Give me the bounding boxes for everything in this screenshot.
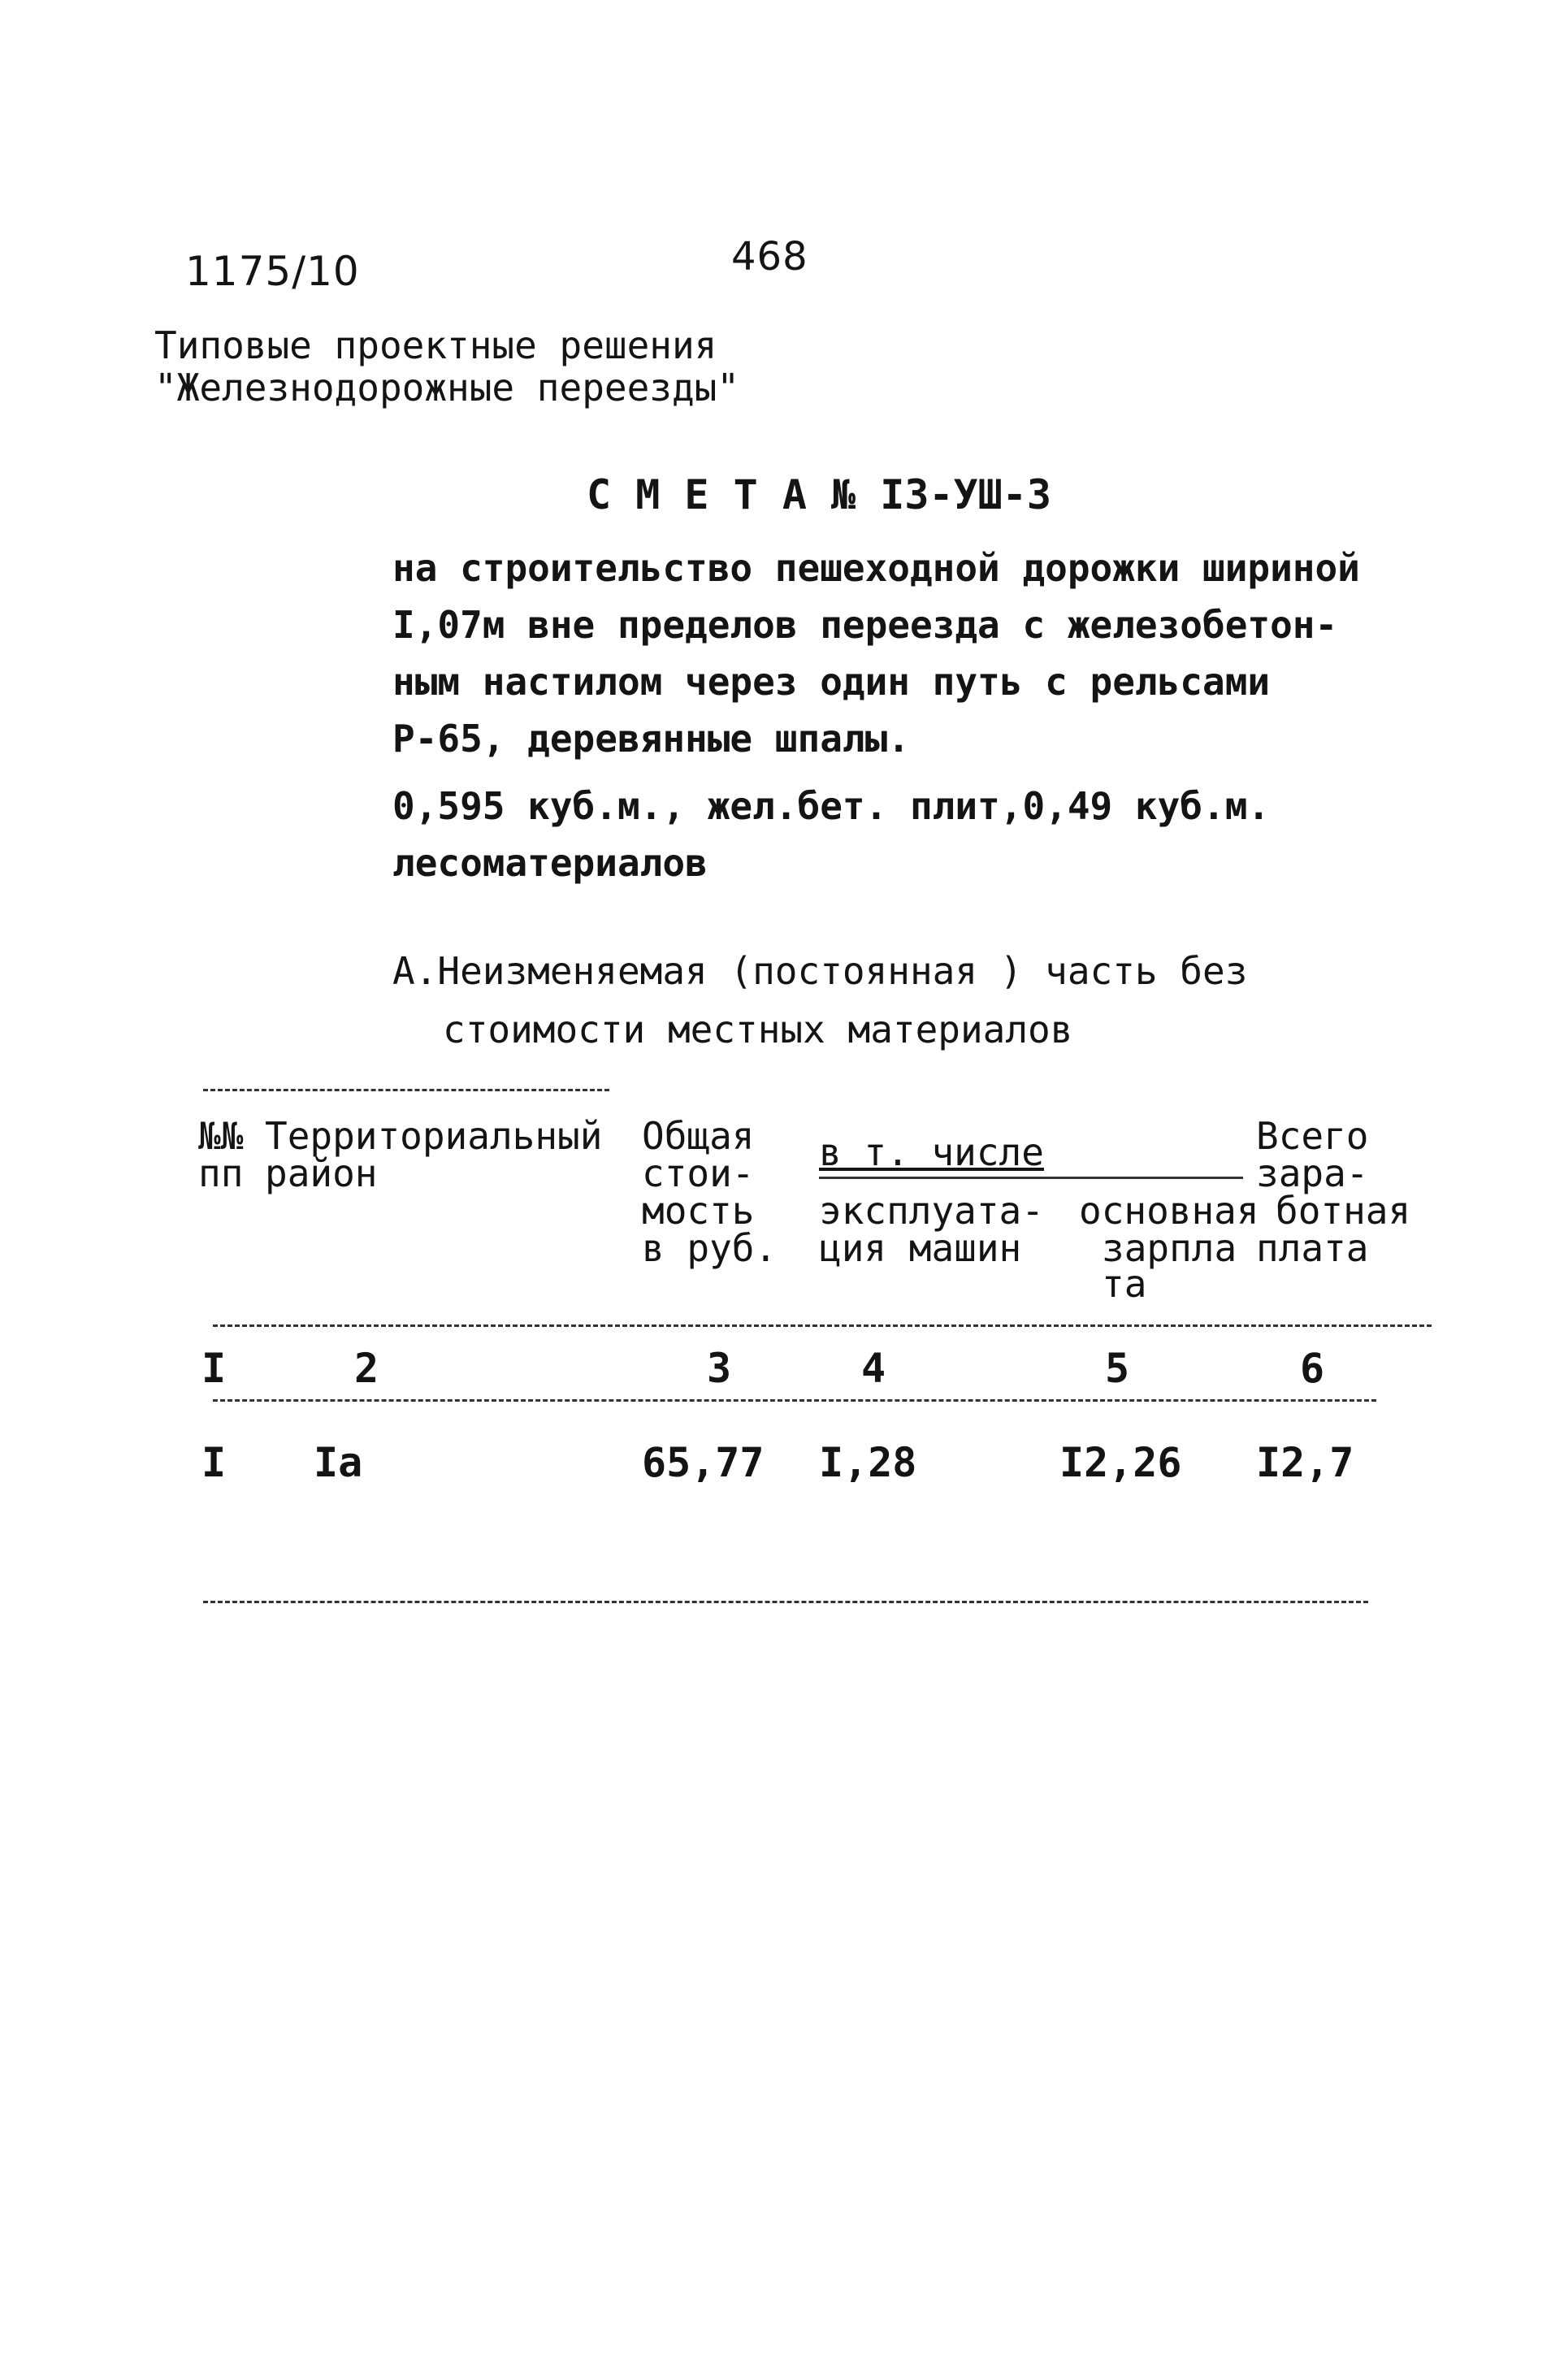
header-no-line2: пп xyxy=(198,1151,244,1195)
header-total-cost-line4: в руб. xyxy=(642,1226,778,1270)
header-main-wage-line3: та xyxy=(1102,1262,1147,1306)
column-numbers-rule xyxy=(213,1399,1376,1402)
materials-line1: 0,595 куб.м., жел.бет. плит,0,49 куб.м. xyxy=(392,784,1271,828)
row-district: Iа xyxy=(314,1439,363,1486)
header-machines-line1: эксплуата- xyxy=(819,1189,1044,1233)
row-main-wage: I2,26 xyxy=(1059,1439,1182,1486)
column-number-6: 6 xyxy=(1300,1345,1325,1392)
estimate-desc-line1: на строительство пешеходной дорожки шириной xyxy=(392,546,1360,590)
row-machines: I,28 xyxy=(819,1439,917,1486)
column-number-1: I xyxy=(201,1345,227,1392)
header-no-line1: №№ xyxy=(198,1114,244,1158)
table-top-rule xyxy=(203,1089,609,1091)
estimate-desc-line2: I,07м вне пределов переезда с железобетон- xyxy=(392,603,1338,647)
header-in-number: в т. числе xyxy=(819,1130,1044,1174)
estimate-desc-line4: Р-65, деревянные шпалы. xyxy=(392,717,910,761)
header-total-cost-line2: стои- xyxy=(642,1151,755,1195)
column-number-2: 2 xyxy=(354,1345,379,1392)
row-total-wage: I2,7 xyxy=(1256,1439,1354,1486)
header-district-line2: район xyxy=(265,1151,378,1195)
header-total-cost-line3: мость xyxy=(642,1189,755,1233)
document-code: 1175/10 xyxy=(185,248,360,295)
header-district-line1: Территориальный xyxy=(265,1114,603,1158)
header-total-cost-line1: Общая xyxy=(642,1114,755,1158)
row-no: I xyxy=(201,1439,227,1486)
section-heading-line1: А.Неизменяемая (постоянная ) часть без xyxy=(392,949,1248,993)
header-total-wage-line3: ботная xyxy=(1276,1189,1411,1233)
table-bottom-rule xyxy=(203,1601,1368,1603)
series-title-line1: Типовые проектные решения xyxy=(154,323,717,367)
header-main-wage-line2: зарпла xyxy=(1102,1226,1237,1270)
row-total-cost: 65,77 xyxy=(642,1439,765,1486)
header-main-wage-line1: основная xyxy=(1079,1189,1259,1233)
column-number-3: 3 xyxy=(707,1345,732,1392)
section-heading-line2: стоимости местных материалов xyxy=(443,1008,1073,1051)
header-total-wage-line4: плата xyxy=(1256,1226,1369,1270)
materials-line2: лесоматериалов xyxy=(392,841,708,885)
series-title-line2: "Железнодорожные переезды" xyxy=(154,366,740,410)
column-number-4: 4 xyxy=(861,1345,886,1392)
header-machines-line2: ция машин xyxy=(819,1226,1022,1270)
header-total-wage-line1: Всего xyxy=(1256,1114,1369,1158)
column-number-5: 5 xyxy=(1105,1345,1130,1392)
header-in-number-rule xyxy=(819,1177,1243,1179)
header-total-wage-line2: зара- xyxy=(1256,1151,1369,1195)
header-bottom-rule xyxy=(213,1324,1432,1327)
estimate-title: С М Е Т А № I3-УШ-3 xyxy=(587,471,1051,518)
page-number: 468 xyxy=(731,234,808,280)
estimate-desc-line3: ным настилом через один путь с рельсами xyxy=(392,660,1271,704)
